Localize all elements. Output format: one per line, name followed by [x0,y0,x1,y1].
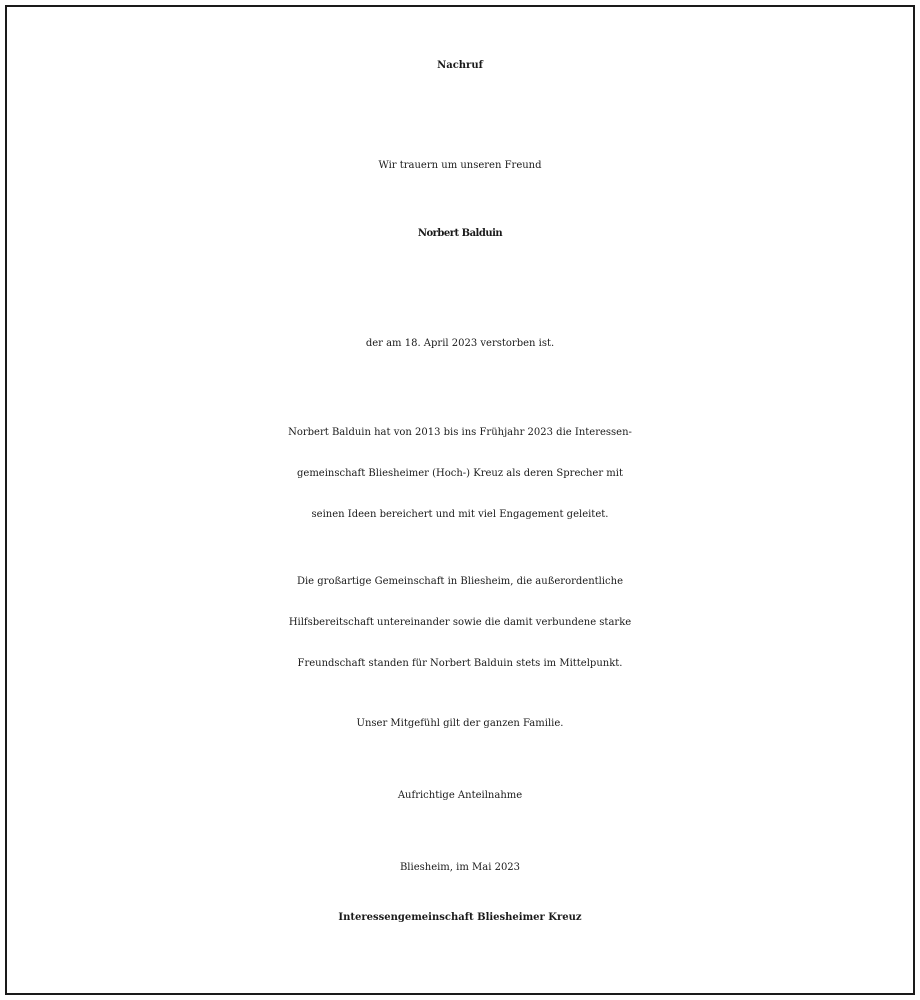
paragraph-line: gemeinschaft Bliesheimer (Hoch-) Kreuz als deren Sprecher mit [297,468,623,479]
closing-greeting: Aufrichtige Anteilnahme [397,790,523,801]
paragraph-line: Freundschaft standen für Norbert Balduin stets im Mittelpunkt. [297,658,623,669]
death-date-line: der am 18. April 2023 verstorben ist. [365,338,555,349]
place-and-date: Bliesheim, im Mai 2023 [399,862,521,873]
intro-line: Wir trauern um unseren Freund [378,160,542,171]
tribute-paragraph-1 [0,412,920,535]
obituary-heading: Nachruf [437,60,483,71]
tribute-paragraph-2 [0,561,920,684]
paragraph-line: Die großartige Gemeinschaft in Bliesheim, die außerordentliche [296,576,624,587]
condolence-line: Unser Mitgefühl gilt der ganzen Familie. [356,718,564,729]
paragraph-line: Norbert Balduin hat von 2013 bis ins Frühjahr 2023 die Interessen- [288,427,632,438]
deceased-name: Norbert Balduin [417,228,503,239]
paragraph-line: seinen Ideen bereichert und mit viel Engagement geleitet. [311,509,609,520]
signature-organization: Interessengemeinschaft Bliesheimer Kreuz [338,912,582,923]
paragraph-line: Hilfsbereitschaft untereinander sowie die damit verbundene starke [288,617,632,628]
